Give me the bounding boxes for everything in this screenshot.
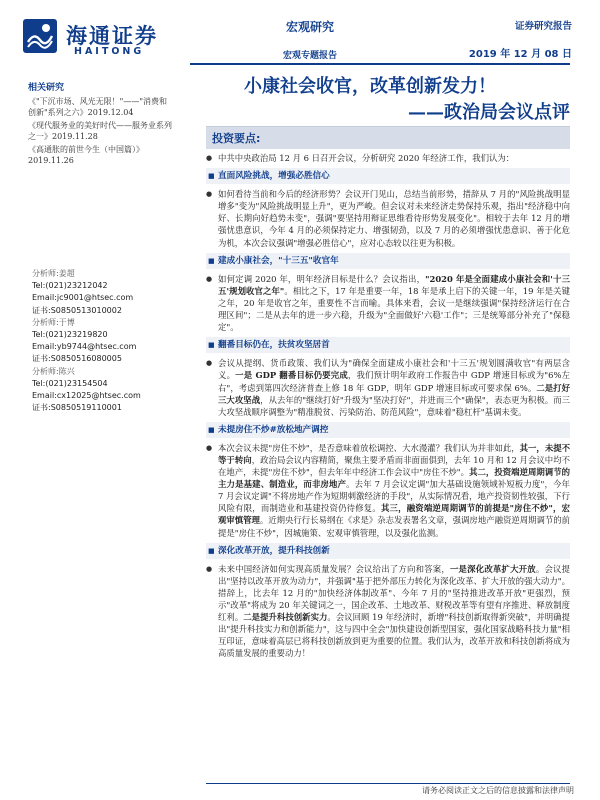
analyst-email: Email:yb9744@htsec.com [32, 342, 137, 352]
report-title: 小康社会收官，改革创新发力！ [244, 76, 496, 97]
bold-run: 其二，投资端逆周期调节的主力是基建、制造业，而非房地产 [218, 467, 570, 490]
text-run: 。相比之下，17 年是重要一年，18 年是承上启下的关键一年，19 年是关键之年，20 年是收官之年，重要性不言而喻。具体来看，会议一是继续强调"保持经济运行在合理区间"；二是从去年的进一步六稳，升级为"全面做好'六稳'工作"；三是统筹部分补充了"保稳定"。 [218, 285, 570, 333]
bold-run: 一是深化改革扩大开放 [449, 563, 536, 574]
text-run: 。会议回顾 19 年经济时，新增"科技创新取得新突破"，并明确提出"提升科技实力和创新能力"，这与四中全会"加快建设创新型国家，强化国家战略科技力量"相互印证，意味着高层已将科技创新放到更为重要的位置。我们认为，改革开放和科技创新将成为高质量发展的重要动力！ [218, 612, 571, 659]
related-item: 《高通胀的前世今生（中国篇）》2019.11.26 [28, 145, 144, 165]
paragraph-xiaokang [206, 273, 570, 333]
paragraph-risk: ● 如何看待当前和今后的经济形势？会议开门见山，总结当前形势，措辞从 7 月的"风险挑战明显增多"变为"风险挑战明显上升"，更为严峻。但会议对未来经济走势保持乐观，指出"经济稳中向好、长期向好趋势未变"，强调"要坚持用辩证思维看待形势发展变化"。相较于去年 12 月的增强忧患意识，今年 4 月的必须保持定力、增强韧劲，以及 7 月的必须增强忧患意识、善于化危为机，本次会议强调"增强必胜信心"，应对心态较以往更为积极。 [206, 188, 570, 248]
related-research-title: 相关研究 [28, 83, 65, 93]
haitong-logo-icon [22, 18, 58, 54]
report-category [240, 18, 380, 61]
bold-run: 一是 GDP 翻番目标仍要完成 [235, 370, 348, 381]
text-run: 。去年 7 月会议定调"加大基础设施领域补短板力度"，今年 7 月会议定调"不将房地产作为短期刺激经济的手段"，从实际情况看，地产投资韧性较强，下行风险有限，而制造业和基建投资仍待修复。 [218, 479, 571, 514]
subheading-risk: ■ 直面风险挑战，增强必胜信心 [206, 168, 570, 184]
text-run: ，从去年的"继续打好"升级为"坚决打好"，并进而三个"确保"，表态更为积极。而三大攻坚战顺序调整为"精准脱贫、污染防治、防范风险"，意味着"稳杠杆"基调未变。 [218, 394, 570, 417]
paragraph-reform [206, 563, 570, 660]
text-run: ，政治局会议内容精简，聚焦主要矛盾而非面面俱到，去年 10 月和 12 月会议中均不在地产，未提"房住不炒"，但去年年中经济工作会议中"房住不炒"。 [218, 454, 571, 478]
intro-paragraph: ● 中共中央政治局 12 月 6 日召开会议，分析研究 2020 年经济工作，我们认为： [206, 152, 570, 164]
text-run: 未来中国经济如何实现高质量发展？会议给出了方向和答案， [218, 563, 450, 574]
sub-series-label: 宏观专题报告 [282, 51, 337, 61]
analyst-tel: Tel:(021)23219820 [32, 330, 108, 340]
analyst-cert: 证书:S0850519110001 [32, 403, 122, 413]
analyst-name: 分析师:于博 [32, 317, 75, 327]
bold-run: 二是提升科技创新实力 [243, 612, 328, 623]
text-run: ，我们预计明年政府工作报告中 GDP 增速目标或为"6%左右"，考虑到第四次经济普查上修 18 年 GDP，明年 GDP 增速目标或可要求保 6%。 [218, 370, 570, 393]
subheading-target: ■ 翻番目标仍在，扶贫攻坚居首 [206, 337, 570, 353]
report-subtitle: ——政治局会议点评 [408, 102, 570, 123]
logo-english-name: HAITONG [74, 46, 145, 57]
text-run: 。近期央行行长易纲在《求是》杂志发表署名文章，强调房地产融资逆周期调节的前提是"房住不炒"，因城施策、宏观审慎管理，以及强化监测。 [218, 515, 570, 538]
analyst-tel: Tel:(021)23212042 [32, 281, 108, 291]
header-rule [190, 63, 570, 65]
bold-run: "2020 年是全面建成小康社会和'十三五'规划收官之年" [218, 273, 571, 296]
analyst-email: Email:jc9001@htsec.com [32, 293, 134, 303]
text-run: 本次会议未提"房住不炒"，是否意味着放松调控、大水漫灌？我们认为并非如此， [218, 442, 520, 453]
logo-chinese-name: 海通证券 [66, 23, 158, 48]
company-logo [22, 18, 212, 58]
series-label: 宏观研究 [285, 20, 334, 34]
bold-run: 其一，未提不等于转向 [218, 442, 571, 465]
related-item: 《"下沉市场、风光无限！"——"消费和创新"系列之六》2019.12.04 [28, 97, 168, 117]
text-run: 如何定调 2020 年，明年经济目标是什么？会议指出， [218, 273, 426, 284]
related-item: 《现代服务业的美好时代——服务业系列之一》2019.11.28 [28, 121, 172, 141]
analyst-name: 分析师:姜超 [32, 269, 75, 278]
paragraph-property [206, 442, 570, 539]
analyst-contacts [32, 268, 172, 414]
footer-rule [206, 783, 570, 784]
report-meta [469, 18, 572, 60]
related-research [28, 80, 174, 168]
subheading-xiaokang: ■ 建成小康社会，"十三五"收官年 [206, 253, 570, 269]
subheading-property: ■ 未提房住不炒#放松地产调控 [206, 422, 570, 438]
report-date: 2019 年 12 月 08 日 [468, 49, 572, 60]
analyst-card [32, 366, 172, 415]
report-type: 证券研究报告 [514, 21, 572, 32]
analyst-card [32, 268, 172, 317]
bold-run: 其三，融资端逆周期调节的前提是"房住不炒"，宏观审慎管理 [218, 503, 571, 526]
analyst-tel: Tel:(021)23154504 [32, 378, 108, 388]
analyst-cert: 证书:S0850513010002 [32, 305, 122, 315]
report-body [206, 152, 570, 661]
disclaimer-footer: 请务必阅读正文之后的信息披露和法律声明 [422, 786, 574, 795]
paragraph-target [206, 357, 570, 417]
text-run: 会议从提纲、货币政策、我们认为"确保全面建成小康社会和'十三五'规划圆满收官"有两层含义。 [218, 358, 570, 381]
analyst-card [32, 317, 172, 366]
analyst-email: Email:cx12025@htsec.com [32, 391, 141, 401]
text-run: 。会议提出"坚持以改革开放为动力"，并强调"基于把外部压力转化为深化改革、扩大开放的强大动力"。措辞上，比去年 12 月的"加快经济体制改革"、今年 7 月的"坚持推进改革开放"更强烈，预示"改革"将成为 20 年关键词之一，国企改革、土地改革、财税改革等有望有序推进、释放制度红利。 [218, 563, 571, 623]
analyst-cert: 证书:S0850516080005 [32, 354, 122, 364]
report-header [0, 0, 600, 64]
analyst-name: 分析师:陈兴 [32, 366, 75, 376]
section-header [206, 126, 570, 149]
section-title: 投资要点: [212, 132, 261, 145]
bold-run: 二是打好三大攻坚战 [218, 382, 570, 405]
subheading-reform: ■ 深化改革开放，提升科技创新 [206, 543, 570, 559]
